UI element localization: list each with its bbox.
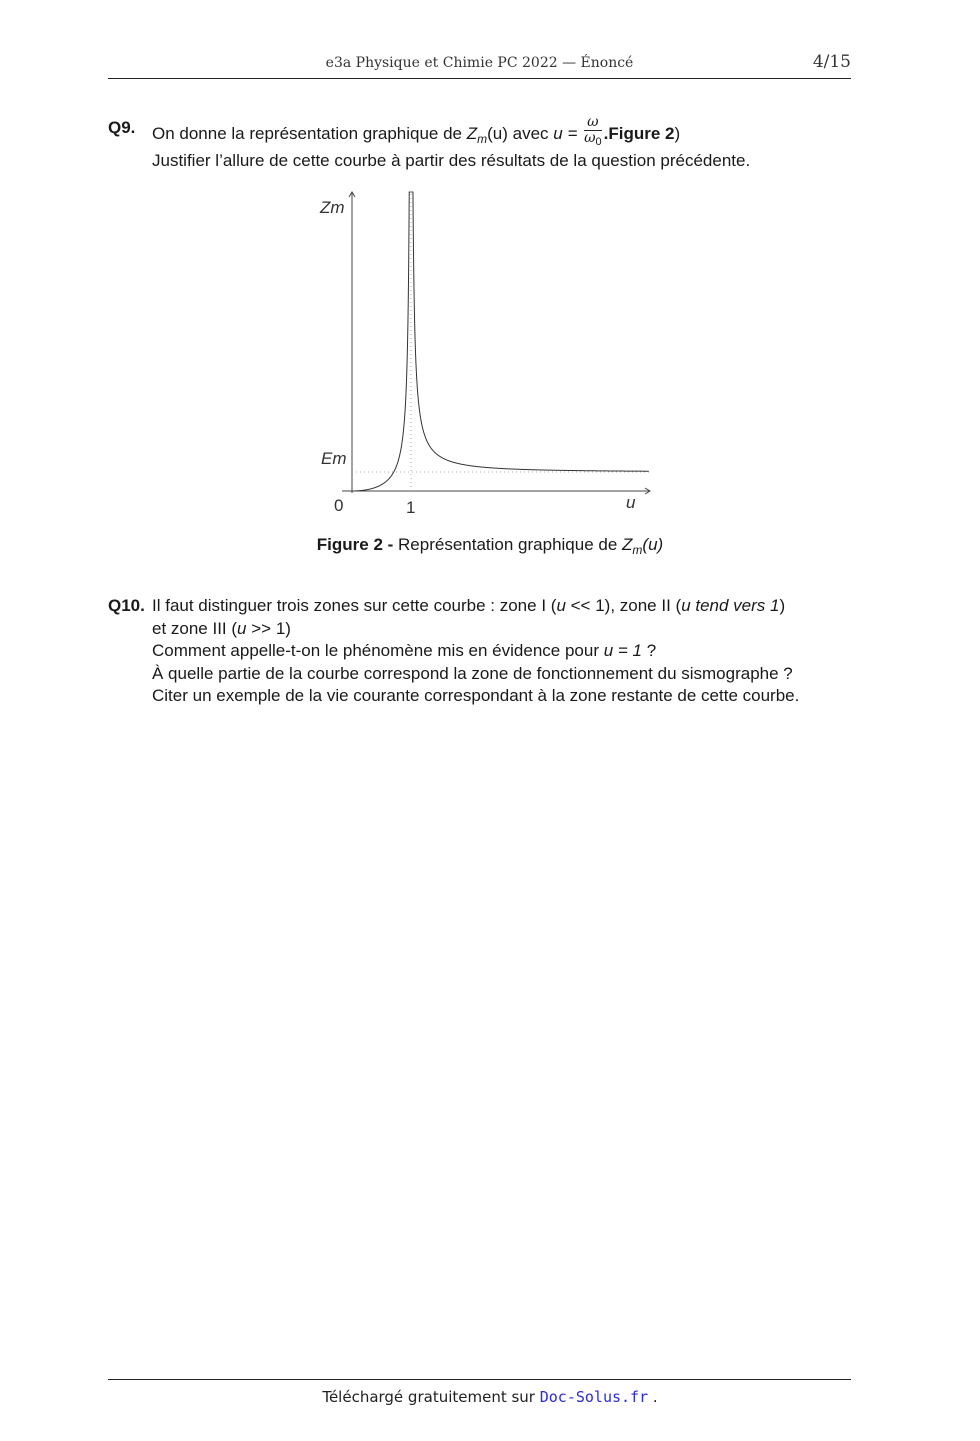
q10-text: Comment appelle-t-on le phénomène mis en évidence pour [152,641,604,660]
q10-u-equals-1: u = 1 [603,641,643,660]
footer-divider [108,1379,851,1380]
page-number: 4/15 [812,52,851,72]
q10-u: u [556,596,566,615]
omega-fraction [584,115,602,150]
question-number: Q10. [108,596,145,615]
caption-arg: (u) [642,535,664,554]
em-label [321,449,347,468]
q9-line2: Justifier l’allure de cette courbe à partir des résultats de la question précédente. [152,151,751,170]
q10-text: >> 1) [246,618,291,638]
q10-text: ) [779,596,786,615]
caption-figure-number: Figure 2 - [316,535,394,554]
m-subscript: m [477,131,488,146]
question-number: Q9. [108,118,136,137]
q9-avec: avec [507,123,554,143]
x-tick-one: 1 [406,498,416,517]
q10-zone2: u tend vers 1 [681,596,780,615]
q10-text: et zone III ( [152,618,238,638]
figure-reference: .Figure 2 [603,123,675,143]
u-equals: u = [553,123,578,143]
em-label-text: Em [321,449,347,468]
x-axis-label: u [626,493,636,512]
origin-label: 0 [334,496,344,515]
figure-caption [0,535,980,557]
z-symbol: Z [466,123,478,143]
doc-solus-link[interactable]: Doc-Solus.fr [539,1388,649,1406]
q10-line2 [152,618,858,641]
caption-m: m [632,543,643,557]
q9-close-paren: ) [674,123,681,143]
question-9 [108,114,858,173]
q9-line1 [152,114,858,152]
zero-subscript: 0 [595,136,602,148]
curve-branch-low [352,192,411,491]
q10-line5: Citer un exemple de la vie courante correspondant à la zone restante de cette courbe. [152,686,800,705]
q10-line4: À quelle partie de la courbe correspond la zone de fonctionnement du sismographe ? [152,663,793,683]
omega-numerator: ω [584,115,602,131]
page-footer [0,1388,980,1406]
q10-line1 [152,595,858,618]
u-arg: (u) [487,123,508,143]
q10-text: << 1), zone II ( [565,596,682,615]
q9-text: On donne la représentation graphique de [152,123,467,143]
y-axis-label [319,198,345,217]
q10-text: ? [642,641,657,660]
q10-text: Il faut distinguer trois zones sur cette courbe : zone I ( [152,596,557,615]
y-label-text: Zm [320,198,345,217]
curve-branch-high [411,192,648,471]
zm-curve-figure [300,180,670,520]
question-10 [108,595,858,708]
header-title: e3a Physique et Chimie PC 2022 — Énoncé [325,55,634,71]
caption-text: Représentation graphique de [393,535,623,554]
footer-end: . [648,1388,658,1406]
footer-text: Téléchargé gratuitement sur [322,1388,540,1406]
omega-den-symbol: ω [584,130,596,146]
page-header [108,52,851,79]
omega-denominator [584,131,602,150]
caption-z: Z [622,535,633,554]
q10-u: u [237,618,247,638]
q10-line3 [152,640,858,663]
